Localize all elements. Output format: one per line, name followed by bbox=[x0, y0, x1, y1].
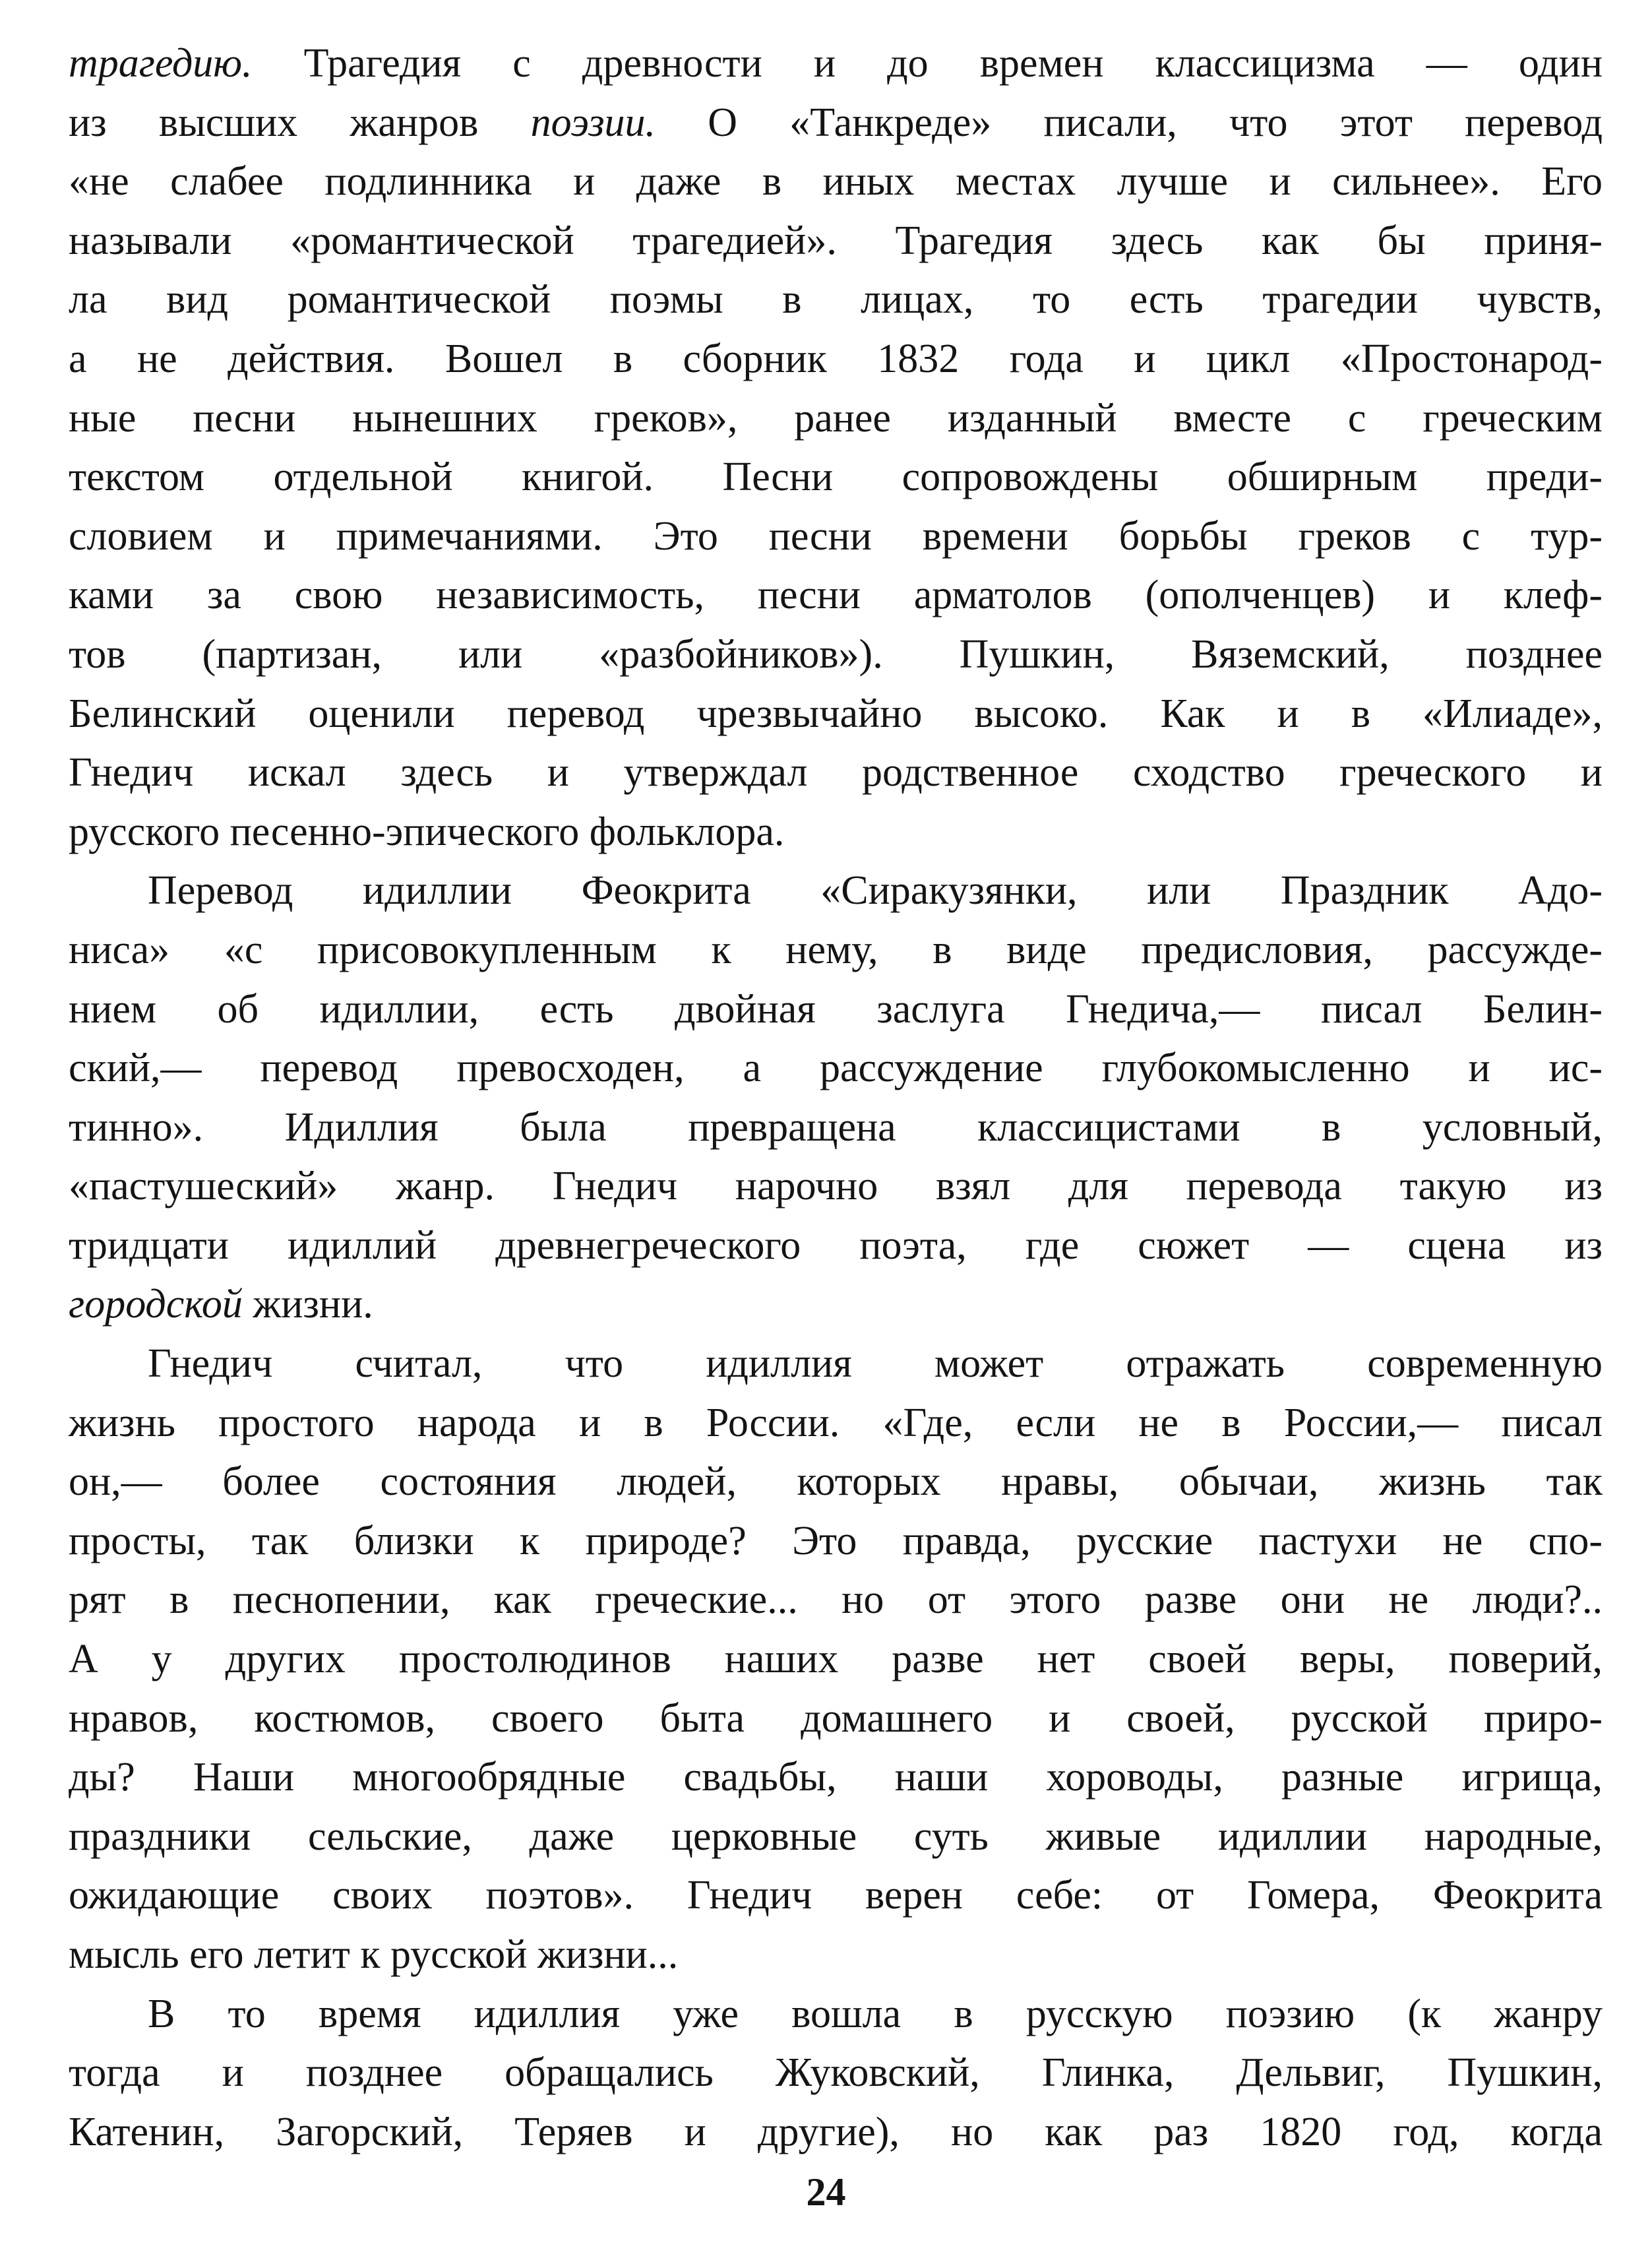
text-line bbox=[69, 1453, 1603, 1512]
text-run: Гнедич искал здесь и утверждал родственное сходство греческого и bbox=[69, 750, 1603, 796]
text-line bbox=[69, 1512, 1603, 1571]
text-run: тридцати идиллий древнегреческого поэта, где сюжет — сцена из bbox=[69, 1222, 1603, 1268]
text-run: тов (партизан, или «разбойников»). Пушкин, Вяземский, позднее bbox=[69, 631, 1603, 677]
text-run: словием и примечаниями. Это песни времени борьбы греков с тур- bbox=[69, 513, 1603, 559]
text-run: О «Танкреде» писали, что этот перевод bbox=[656, 100, 1603, 145]
text-run: рят в песнопении, как греческие... но от этого разве они не люди?.. bbox=[69, 1577, 1603, 1623]
text-run: мысль его летит к русской жизни... bbox=[69, 1932, 679, 1977]
text-run: просты, так близки к природе? Это правда, русские пастухи не спо- bbox=[69, 1518, 1603, 1563]
page-number: 24 bbox=[806, 2170, 846, 2214]
text-line bbox=[69, 270, 1603, 330]
text-run: «пастушеский» жанр. Гнедич нарочно взял для перевода такую из bbox=[69, 1164, 1603, 1209]
text-line bbox=[69, 389, 1603, 449]
italic-text: поэзии. bbox=[530, 100, 656, 145]
text-run: А у других простолюдинов наших разве нет своей веры, поверий, bbox=[69, 1637, 1603, 1682]
text-run: текстом отдельной книгой. Песни сопровождены обширным преди- bbox=[69, 455, 1603, 500]
text-line bbox=[69, 2044, 1603, 2103]
text-run: тинно». Идиллия была превращена классицистами в условный, bbox=[69, 1104, 1603, 1150]
text-run: «не слабее подлинника и даже в иных местах лучше и сильнее». Его bbox=[69, 159, 1603, 204]
text-line bbox=[69, 1157, 1603, 1216]
text-line bbox=[69, 1216, 1603, 1276]
text-line bbox=[69, 1748, 1603, 1807]
text-run: русского песенно-эпического фольклора. bbox=[69, 809, 785, 854]
text-line bbox=[69, 448, 1603, 507]
text-line bbox=[69, 1866, 1603, 1926]
text-run: из высших жанров bbox=[69, 100, 531, 145]
text-line bbox=[69, 1039, 1603, 1098]
text-line bbox=[69, 1985, 1603, 2044]
text-line bbox=[69, 94, 1603, 153]
text-line bbox=[69, 1275, 1603, 1334]
text-line bbox=[69, 152, 1603, 212]
text-line bbox=[69, 1807, 1603, 1867]
text-run: ла вид романтической поэмы в лицах, то есть трагедии чувств, bbox=[69, 277, 1603, 323]
text-line bbox=[69, 743, 1603, 803]
text-run: нравов, костюмов, своего быта домашнего и своей, русской приро- bbox=[69, 1695, 1603, 1741]
text-line bbox=[69, 980, 1603, 1040]
text-run: жизни. bbox=[242, 1282, 373, 1327]
text-run: В то время идиллия уже вошла в русскую поэзию (к жанру bbox=[148, 1991, 1603, 2036]
text-run: Катенин, Загорский, Теряев и другие), но как раз 1820 год, когда bbox=[69, 2109, 1603, 2154]
paragraph bbox=[69, 1334, 1603, 1985]
paragraph bbox=[69, 34, 1603, 862]
text-line bbox=[69, 212, 1603, 271]
text-line bbox=[69, 566, 1603, 625]
text-line bbox=[69, 625, 1603, 685]
text-run: ожидающие своих поэтов». Гнедич верен себе: от Гомера, Феокрита bbox=[69, 1873, 1603, 1918]
text-run: ниса» «с присовокупленным к нему, в виде предисловия, рассужде- bbox=[69, 927, 1603, 972]
text-run: называли «романтической трагедией». Трагедия здесь как бы приня- bbox=[69, 218, 1603, 263]
text-line bbox=[69, 1630, 1603, 1689]
text-line bbox=[69, 803, 1603, 862]
text-run: нием об идиллии, есть двойная заслуга Гнедича,— писал Белин- bbox=[69, 986, 1603, 1032]
text-run: ками за свою независимость, песни арматолов (ополченцев) и клеф- bbox=[69, 573, 1603, 618]
text-line bbox=[69, 507, 1603, 567]
text-line bbox=[69, 1689, 1603, 1749]
text-line bbox=[69, 1334, 1603, 1394]
text-line bbox=[69, 34, 1603, 94]
text-run: а не действия. Вошел в сборник 1832 года и цикл «Простонарод- bbox=[69, 336, 1603, 381]
text-run: Гнедич считал, что идиллия может отражать современную bbox=[148, 1341, 1603, 1387]
text-run: Белинский оценили перевод чрезвычайно высоко. Как и в «Илиаде», bbox=[69, 691, 1603, 736]
paragraph bbox=[69, 862, 1603, 1334]
paragraph bbox=[69, 1985, 1603, 2162]
italic-text: городской bbox=[69, 1282, 243, 1327]
text-line bbox=[69, 1394, 1603, 1453]
text-line bbox=[69, 330, 1603, 389]
text-line bbox=[69, 921, 1603, 980]
text-line bbox=[69, 1571, 1603, 1630]
text-run: ский,— перевод превосходен, а рассуждение глубокомысленно и ис- bbox=[69, 1046, 1603, 1091]
text-line bbox=[69, 1926, 1603, 1985]
text-run: Перевод идиллии Феокрита «Сиракузянки, или Праздник Адо- bbox=[148, 868, 1603, 914]
italic-text: трагедию. bbox=[69, 41, 253, 86]
text-run: Трагедия с древности и до времен классицизма — один bbox=[252, 41, 1603, 86]
text-run: тогда и позднее обращались Жуковский, Глинка, Дельвиг, Пушкин, bbox=[69, 2050, 1603, 2096]
text-run: ды? Наши многообрядные свадьбы, наши хороводы, разные игрища, bbox=[69, 1755, 1603, 1800]
text-line bbox=[69, 2103, 1603, 2162]
text-run: он,— более состояния людей, которых нравы, обычаи, жизнь так bbox=[69, 1459, 1603, 1505]
text-run: праздники сельские, даже церковные суть живые идиллии народные, bbox=[69, 1813, 1603, 1859]
text-line bbox=[69, 862, 1603, 921]
text-run: ные песни нынешних греков», ранее изданный вместе с греческим bbox=[69, 395, 1603, 441]
text-line bbox=[69, 685, 1603, 744]
body-text bbox=[69, 34, 1603, 2162]
text-line bbox=[69, 1098, 1603, 1158]
text-run: жизнь простого народа и в России. «Где, если не в России,— писал bbox=[69, 1400, 1603, 1445]
